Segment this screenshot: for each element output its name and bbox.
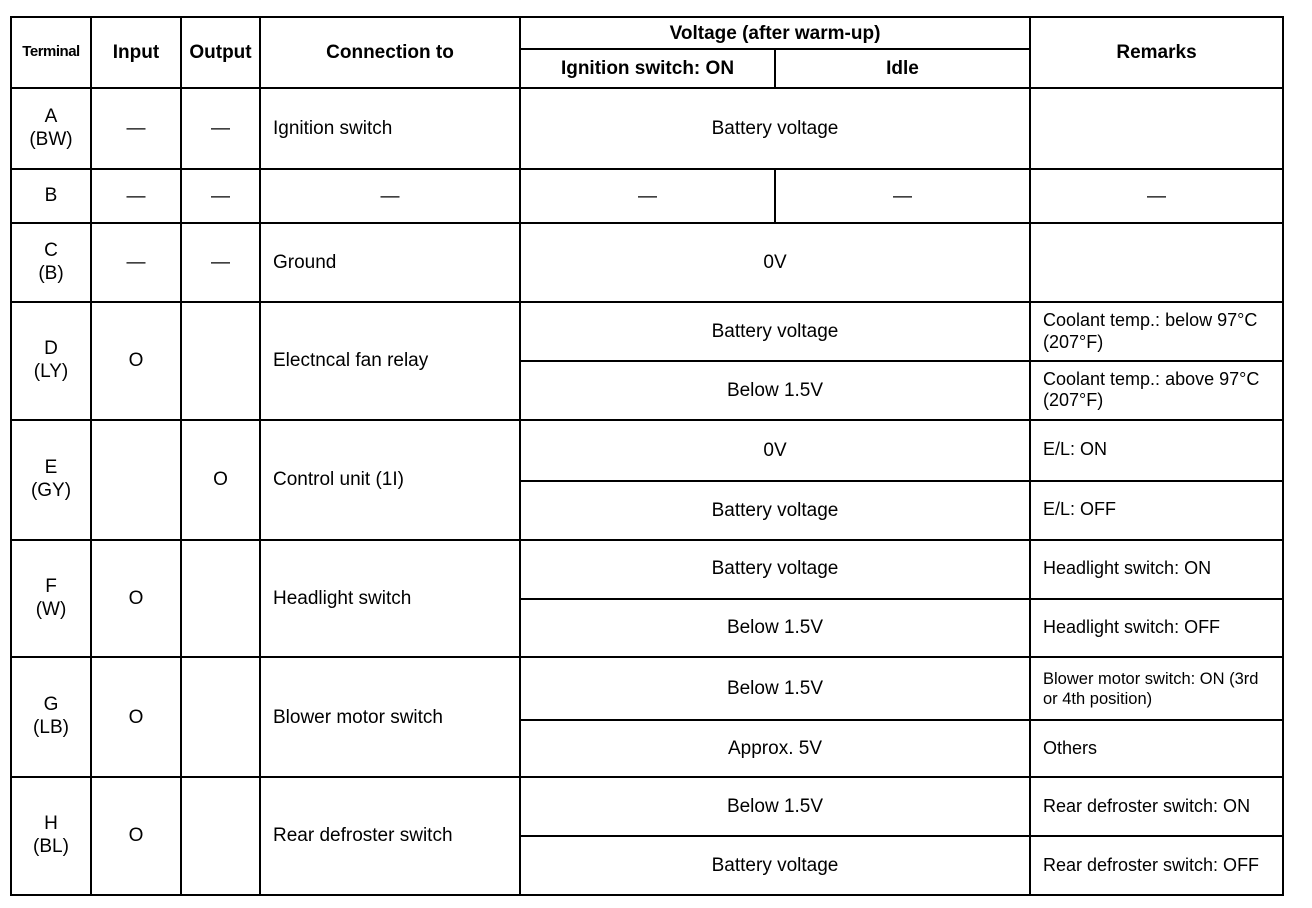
table-row-a — [11, 88, 1283, 169]
remarks-cell: Rear defroster switch: ON — [1030, 777, 1283, 836]
remarks-cell: Rear defroster switch: OFF — [1030, 836, 1283, 895]
output-cell — [181, 657, 260, 777]
table-row-b — [11, 169, 1283, 223]
table-row-e — [11, 420, 1283, 481]
wire-color: (GY) — [30, 479, 72, 501]
output-cell — [181, 540, 260, 658]
connection-cell: Control unit (1I) — [260, 420, 520, 540]
terminal-cell — [11, 420, 91, 540]
remarks-cell: E/L: ON — [1030, 420, 1283, 481]
terminal-cell — [11, 777, 91, 895]
idle-cell: — — [775, 169, 1030, 223]
connection-cell: Ignition switch — [260, 88, 520, 169]
voltage-cell: 0V — [520, 420, 1030, 481]
output-cell: — — [181, 88, 260, 169]
input-cell: O — [91, 540, 181, 658]
voltage-cell: Below 1.5V — [520, 657, 1030, 720]
remarks-cell: Headlight switch: ON — [1030, 540, 1283, 599]
input-cell: — — [91, 88, 181, 169]
voltage-cell: Battery voltage — [520, 88, 1030, 169]
connection-cell: Ground — [260, 223, 520, 302]
terminal-spec-document — [10, 16, 1282, 896]
terminal-letter: C — [44, 239, 58, 261]
remarks-cell: Others — [1030, 720, 1283, 777]
terminal-cell — [11, 88, 91, 169]
wire-color: (BL) — [33, 836, 69, 858]
table-row-f — [11, 540, 1283, 599]
output-cell: O — [181, 420, 260, 540]
voltage-cell: Battery voltage — [520, 540, 1030, 599]
input-cell — [91, 420, 181, 540]
connection-cell: Rear defroster switch — [260, 777, 520, 895]
terminal-cell — [11, 302, 91, 420]
terminal-letter: B — [44, 184, 58, 206]
remarks-cell: Coolant temp.: above 97°C (207°F) — [1030, 361, 1283, 420]
connection-cell: Headlight switch — [260, 540, 520, 658]
terminal-letter: G — [43, 694, 59, 716]
wire-color: (B) — [38, 262, 64, 284]
header-voltage: Voltage (after warm-up) — [520, 17, 1030, 49]
remarks-cell: Coolant temp.: below 97°C (207°F) — [1030, 302, 1283, 361]
terminal-letter: A — [44, 105, 58, 127]
remarks-cell — [1030, 88, 1283, 169]
terminal-letter: H — [44, 813, 58, 835]
header-connection: Connection to — [260, 17, 520, 88]
terminal-cell — [11, 540, 91, 658]
wire-color: (LY) — [33, 361, 69, 383]
voltage-cell: Battery voltage — [520, 302, 1030, 361]
header-terminal: Terminal — [11, 17, 91, 88]
connection-cell: Blower motor switch — [260, 657, 520, 777]
voltage-cell: Approx. 5V — [520, 720, 1030, 777]
voltage-cell: 0V — [520, 223, 1030, 302]
connection-cell: Electncal fan relay — [260, 302, 520, 420]
terminal-cell — [11, 169, 91, 223]
table-row-d — [11, 302, 1283, 361]
output-cell — [181, 777, 260, 895]
header-idle: Idle — [775, 49, 1030, 88]
input-cell: — — [91, 169, 181, 223]
terminal-cell — [11, 223, 91, 302]
remarks-cell: — — [1030, 169, 1283, 223]
voltage-cell: Below 1.5V — [520, 361, 1030, 420]
terminal-letter: E — [44, 456, 58, 478]
terminal-cell — [11, 657, 91, 777]
table-row-c — [11, 223, 1283, 302]
header-output: Output — [181, 17, 260, 88]
header-ignition-on: Ignition switch: ON — [520, 49, 775, 88]
voltage-cell: Battery voltage — [520, 481, 1030, 540]
remarks-cell: Headlight switch: OFF — [1030, 599, 1283, 658]
input-cell: O — [91, 657, 181, 777]
terminal-voltage-table — [10, 16, 1284, 896]
terminal-letter: D — [44, 338, 58, 360]
wire-color: (BW) — [29, 128, 73, 150]
connection-cell: — — [260, 169, 520, 223]
input-cell: O — [91, 302, 181, 420]
header-row-1 — [11, 17, 1283, 49]
output-cell — [181, 302, 260, 420]
ignition-on-cell: — — [520, 169, 775, 223]
voltage-cell: Below 1.5V — [520, 777, 1030, 836]
output-cell: — — [181, 169, 260, 223]
output-cell: — — [181, 223, 260, 302]
remarks-cell: E/L: OFF — [1030, 481, 1283, 540]
table-row-g — [11, 657, 1283, 720]
wire-color: (LB) — [33, 717, 69, 739]
terminal-letter: F — [45, 575, 57, 597]
input-cell: — — [91, 223, 181, 302]
voltage-cell: Battery voltage — [520, 836, 1030, 895]
remarks-cell — [1030, 223, 1283, 302]
table-row-h — [11, 777, 1283, 836]
wire-color: (W) — [35, 598, 67, 620]
input-cell: O — [91, 777, 181, 895]
header-remarks: Remarks — [1030, 17, 1283, 88]
header-input: Input — [91, 17, 181, 88]
voltage-cell: Below 1.5V — [520, 599, 1030, 658]
remarks-cell: Blower motor switch: ON (3rd or 4th position) — [1030, 657, 1283, 720]
